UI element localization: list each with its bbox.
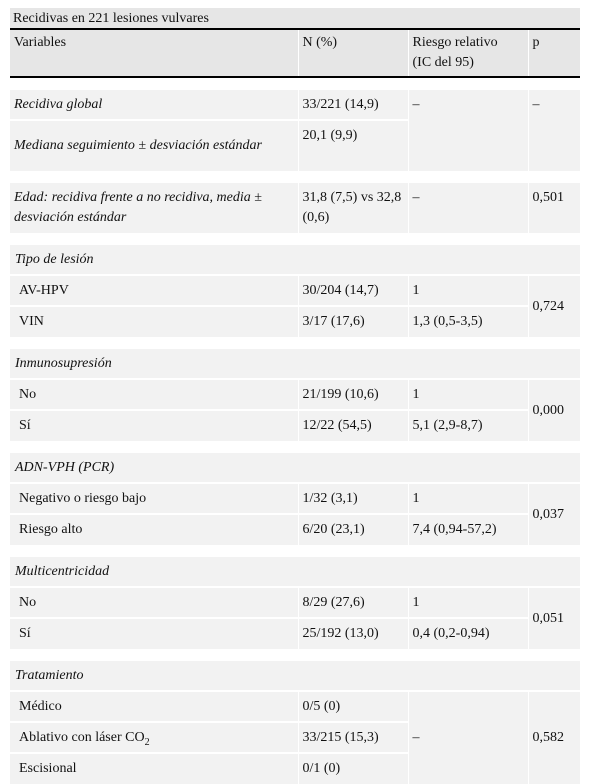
- cell-rr: 1: [408, 275, 528, 306]
- cell-rr: 1: [408, 587, 528, 618]
- cell-rr: 1: [408, 483, 528, 514]
- cell-n: 0/1 (0): [298, 753, 408, 784]
- row-label: VIN: [10, 306, 298, 337]
- cell-n: 33/215 (15,3): [298, 722, 408, 753]
- cell-n: 0/5 (0): [298, 691, 408, 722]
- section-title: Inmunosupresión: [10, 348, 580, 379]
- table-title: Recidivas en 221 lesiones vulvares: [10, 8, 580, 28]
- header-p: p: [528, 29, 580, 77]
- section-row: [10, 348, 580, 379]
- cell-n: 6/20 (23,1): [298, 514, 408, 545]
- table-row: [10, 691, 580, 722]
- header-n: N (%): [298, 29, 408, 77]
- row-label-text: Ablativo con láser CO: [19, 729, 145, 745]
- results-table-container: [10, 0, 580, 784]
- header-rr-line2: (IC del 95): [412, 55, 474, 70]
- row-label: Médico: [10, 691, 298, 722]
- cell-n: 12/22 (54,5): [298, 410, 408, 441]
- cell-n: 31,8 (7,5) vs 32,8 (0,6): [298, 182, 408, 233]
- table-row: [10, 182, 580, 233]
- cell-p: 0,051: [528, 587, 580, 649]
- row-label: Mediana seguimiento ± desviación estándar: [10, 120, 298, 171]
- section-title: Tipo de lesión: [10, 244, 580, 275]
- cell-n: 1/32 (3,1): [298, 483, 408, 514]
- cell-p: 0,501: [528, 182, 580, 233]
- row-label: Escisional: [10, 753, 298, 784]
- row-label: AV-HPV: [10, 275, 298, 306]
- table-row: [10, 514, 580, 545]
- row-label: Recidiva global: [10, 89, 298, 120]
- section-row: [10, 660, 580, 691]
- cell-n: 30/204 (14,7): [298, 275, 408, 306]
- cell-rr: 0,4 (0,2-0,94): [408, 618, 528, 649]
- row-label: No: [10, 379, 298, 410]
- cell-n: 8/29 (27,6): [298, 587, 408, 618]
- table-row: [10, 89, 580, 120]
- table-row: [10, 379, 580, 410]
- cell-rr: 7,4 (0,94-57,2): [408, 514, 528, 545]
- section-row: [10, 556, 580, 587]
- cell-p: 0,037: [528, 483, 580, 545]
- cell-rr: –: [408, 89, 528, 171]
- cell-n: 20,1 (9,9): [298, 120, 408, 171]
- row-label: Riesgo alto: [10, 514, 298, 545]
- row-label: [10, 722, 298, 753]
- row-label: Sí: [10, 410, 298, 441]
- cell-p: 0,000: [528, 379, 580, 441]
- row-label: No: [10, 587, 298, 618]
- row-label: Edad: recidiva frente a no recidiva, media ± desviación estándar: [10, 182, 298, 233]
- cell-n: 25/192 (13,0): [298, 618, 408, 649]
- header-row: [10, 29, 580, 77]
- section-title: Multicentricidad: [10, 556, 580, 587]
- section-title: ADN-VPH (PCR): [10, 452, 580, 483]
- cell-rr: –: [408, 182, 528, 233]
- table-row: [10, 483, 580, 514]
- row-label: Sí: [10, 618, 298, 649]
- cell-n: 3/17 (17,6): [298, 306, 408, 337]
- cell-p: 0,724: [528, 275, 580, 337]
- table-row: [10, 410, 580, 441]
- cell-n: 33/221 (14,9): [298, 89, 408, 120]
- table-row: [10, 587, 580, 618]
- cell-rr: 1,3 (0,5-3,5): [408, 306, 528, 337]
- cell-n: 21/199 (10,6): [298, 379, 408, 410]
- table-row: [10, 306, 580, 337]
- header-rr-line1: Riesgo relativo: [412, 35, 498, 50]
- co2-subscript: 2: [144, 736, 150, 748]
- cell-p: 0,582: [528, 691, 580, 784]
- cell-rr: 1: [408, 379, 528, 410]
- table-row: [10, 275, 580, 306]
- header-variables: Variables: [10, 29, 298, 77]
- cell-rr: 5,1 (2,9-8,7): [408, 410, 528, 441]
- row-label: Negativo o riesgo bajo: [10, 483, 298, 514]
- cell-p: –: [528, 89, 580, 171]
- header-rr: [408, 29, 528, 77]
- recurrence-table: [10, 28, 580, 784]
- cell-rr: –: [408, 691, 528, 784]
- section-row: [10, 244, 580, 275]
- section-row: [10, 452, 580, 483]
- section-title: Tratamiento: [10, 660, 580, 691]
- table-row: [10, 618, 580, 649]
